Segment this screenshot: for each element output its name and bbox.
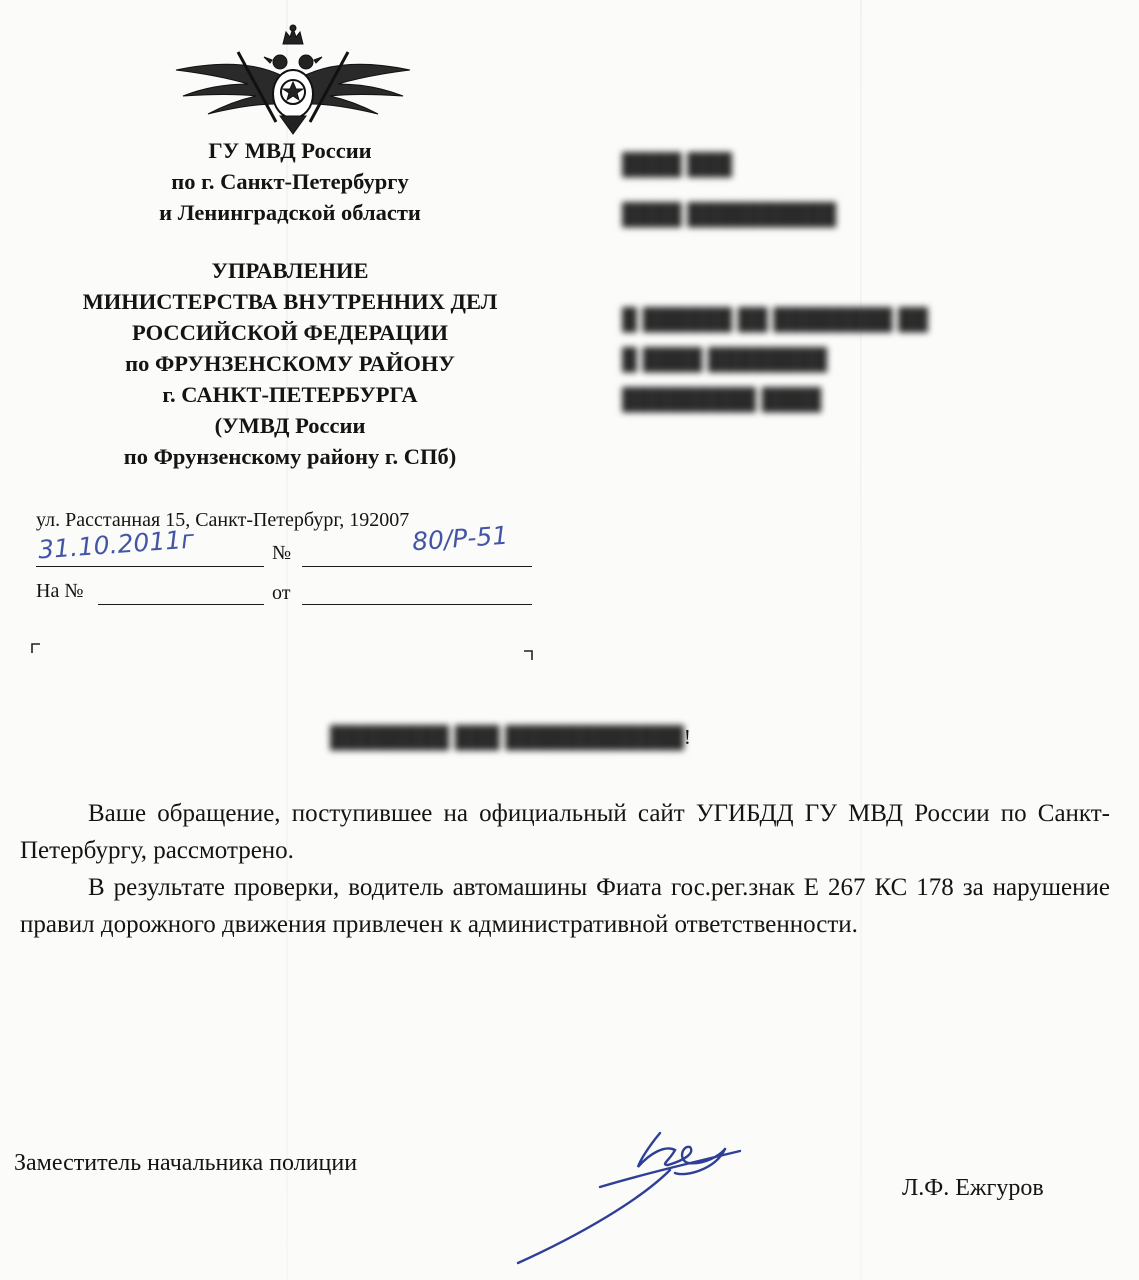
handwritten-signature-icon: [510, 1115, 770, 1275]
org-line: по г. Санкт-Петербургу: [171, 169, 409, 194]
mvd-eagle-emblem-icon: [168, 22, 418, 137]
body-paragraph: В результате проверки, водитель автомашины Фиата гос.рег.знак Е 267 КС 178 за нарушение правил дорожного движения привлечен к административной ответственности.: [20, 874, 1110, 938]
dept-line: по Фрунзенскому району г. СПб): [123, 444, 457, 469]
dept-line: (УМВД России: [214, 413, 366, 438]
number-label: №: [272, 542, 292, 564]
org-line: и Ленинградской области: [159, 200, 421, 225]
ref-from-label: от: [272, 582, 291, 604]
organization-address: ул. Расстанная 15, Санкт-Петербург, 192007: [36, 509, 410, 531]
org-line: ГУ МВД России: [208, 138, 372, 163]
handwritten-number: 80/Р-51: [411, 520, 510, 557]
organization-header: [130, 135, 450, 228]
date-underline: [36, 566, 264, 567]
dept-line: УПРАВЛЕНИЕ: [211, 258, 369, 283]
signatory-name: Л.Ф. Ежгуров: [902, 1175, 1044, 1201]
recipient-address-line: █ ████ ████████: [622, 348, 828, 371]
recipient-line: ████ ███: [622, 153, 732, 176]
corner-mark-icon: [31, 643, 40, 653]
greeting-exclamation: !: [683, 725, 691, 749]
recipient-address-redacted: [622, 300, 928, 420]
ref-number-underline: [98, 604, 264, 605]
number-underline: [302, 566, 532, 567]
letter-body: [20, 795, 1110, 943]
ref-from-underline: [302, 604, 532, 605]
greeting-name-redacted: ████████ ███ ████████████: [330, 726, 684, 749]
greeting: [330, 725, 691, 750]
department-header: [20, 255, 560, 472]
recipient-address-line: █████████ ████: [622, 388, 822, 411]
dept-line: МИНИСТЕРСТВА ВНУТРЕННИХ ДЕЛ: [82, 289, 498, 314]
dept-line: РОССИЙСКОЙ ФЕДЕРАЦИИ: [132, 320, 448, 345]
signatory-role: Заместитель начальника полиции: [14, 1150, 358, 1176]
body-paragraph: Ваше обращение, поступившее на официальный сайт УГИБДД ГУ МВД России по Санкт-Петербургу, рассмотрено.: [20, 800, 1110, 864]
recipient-address-line: █ ██████ ██ ████████ ██: [622, 308, 929, 331]
handwritten-date: 31.10.2011г: [37, 524, 196, 565]
ref-number-label: На №: [36, 580, 84, 602]
recipient-block-redacted: [622, 140, 836, 240]
dept-line: г. САНКТ-ПЕТЕРБУРГА: [162, 382, 418, 407]
recipient-line: ████ ██████████: [622, 203, 837, 226]
corner-mark-icon: [524, 650, 533, 660]
dept-line: по ФРУНЗЕНСКОМУ РАЙОНУ: [125, 351, 455, 376]
paper-fold: [860, 0, 862, 1280]
